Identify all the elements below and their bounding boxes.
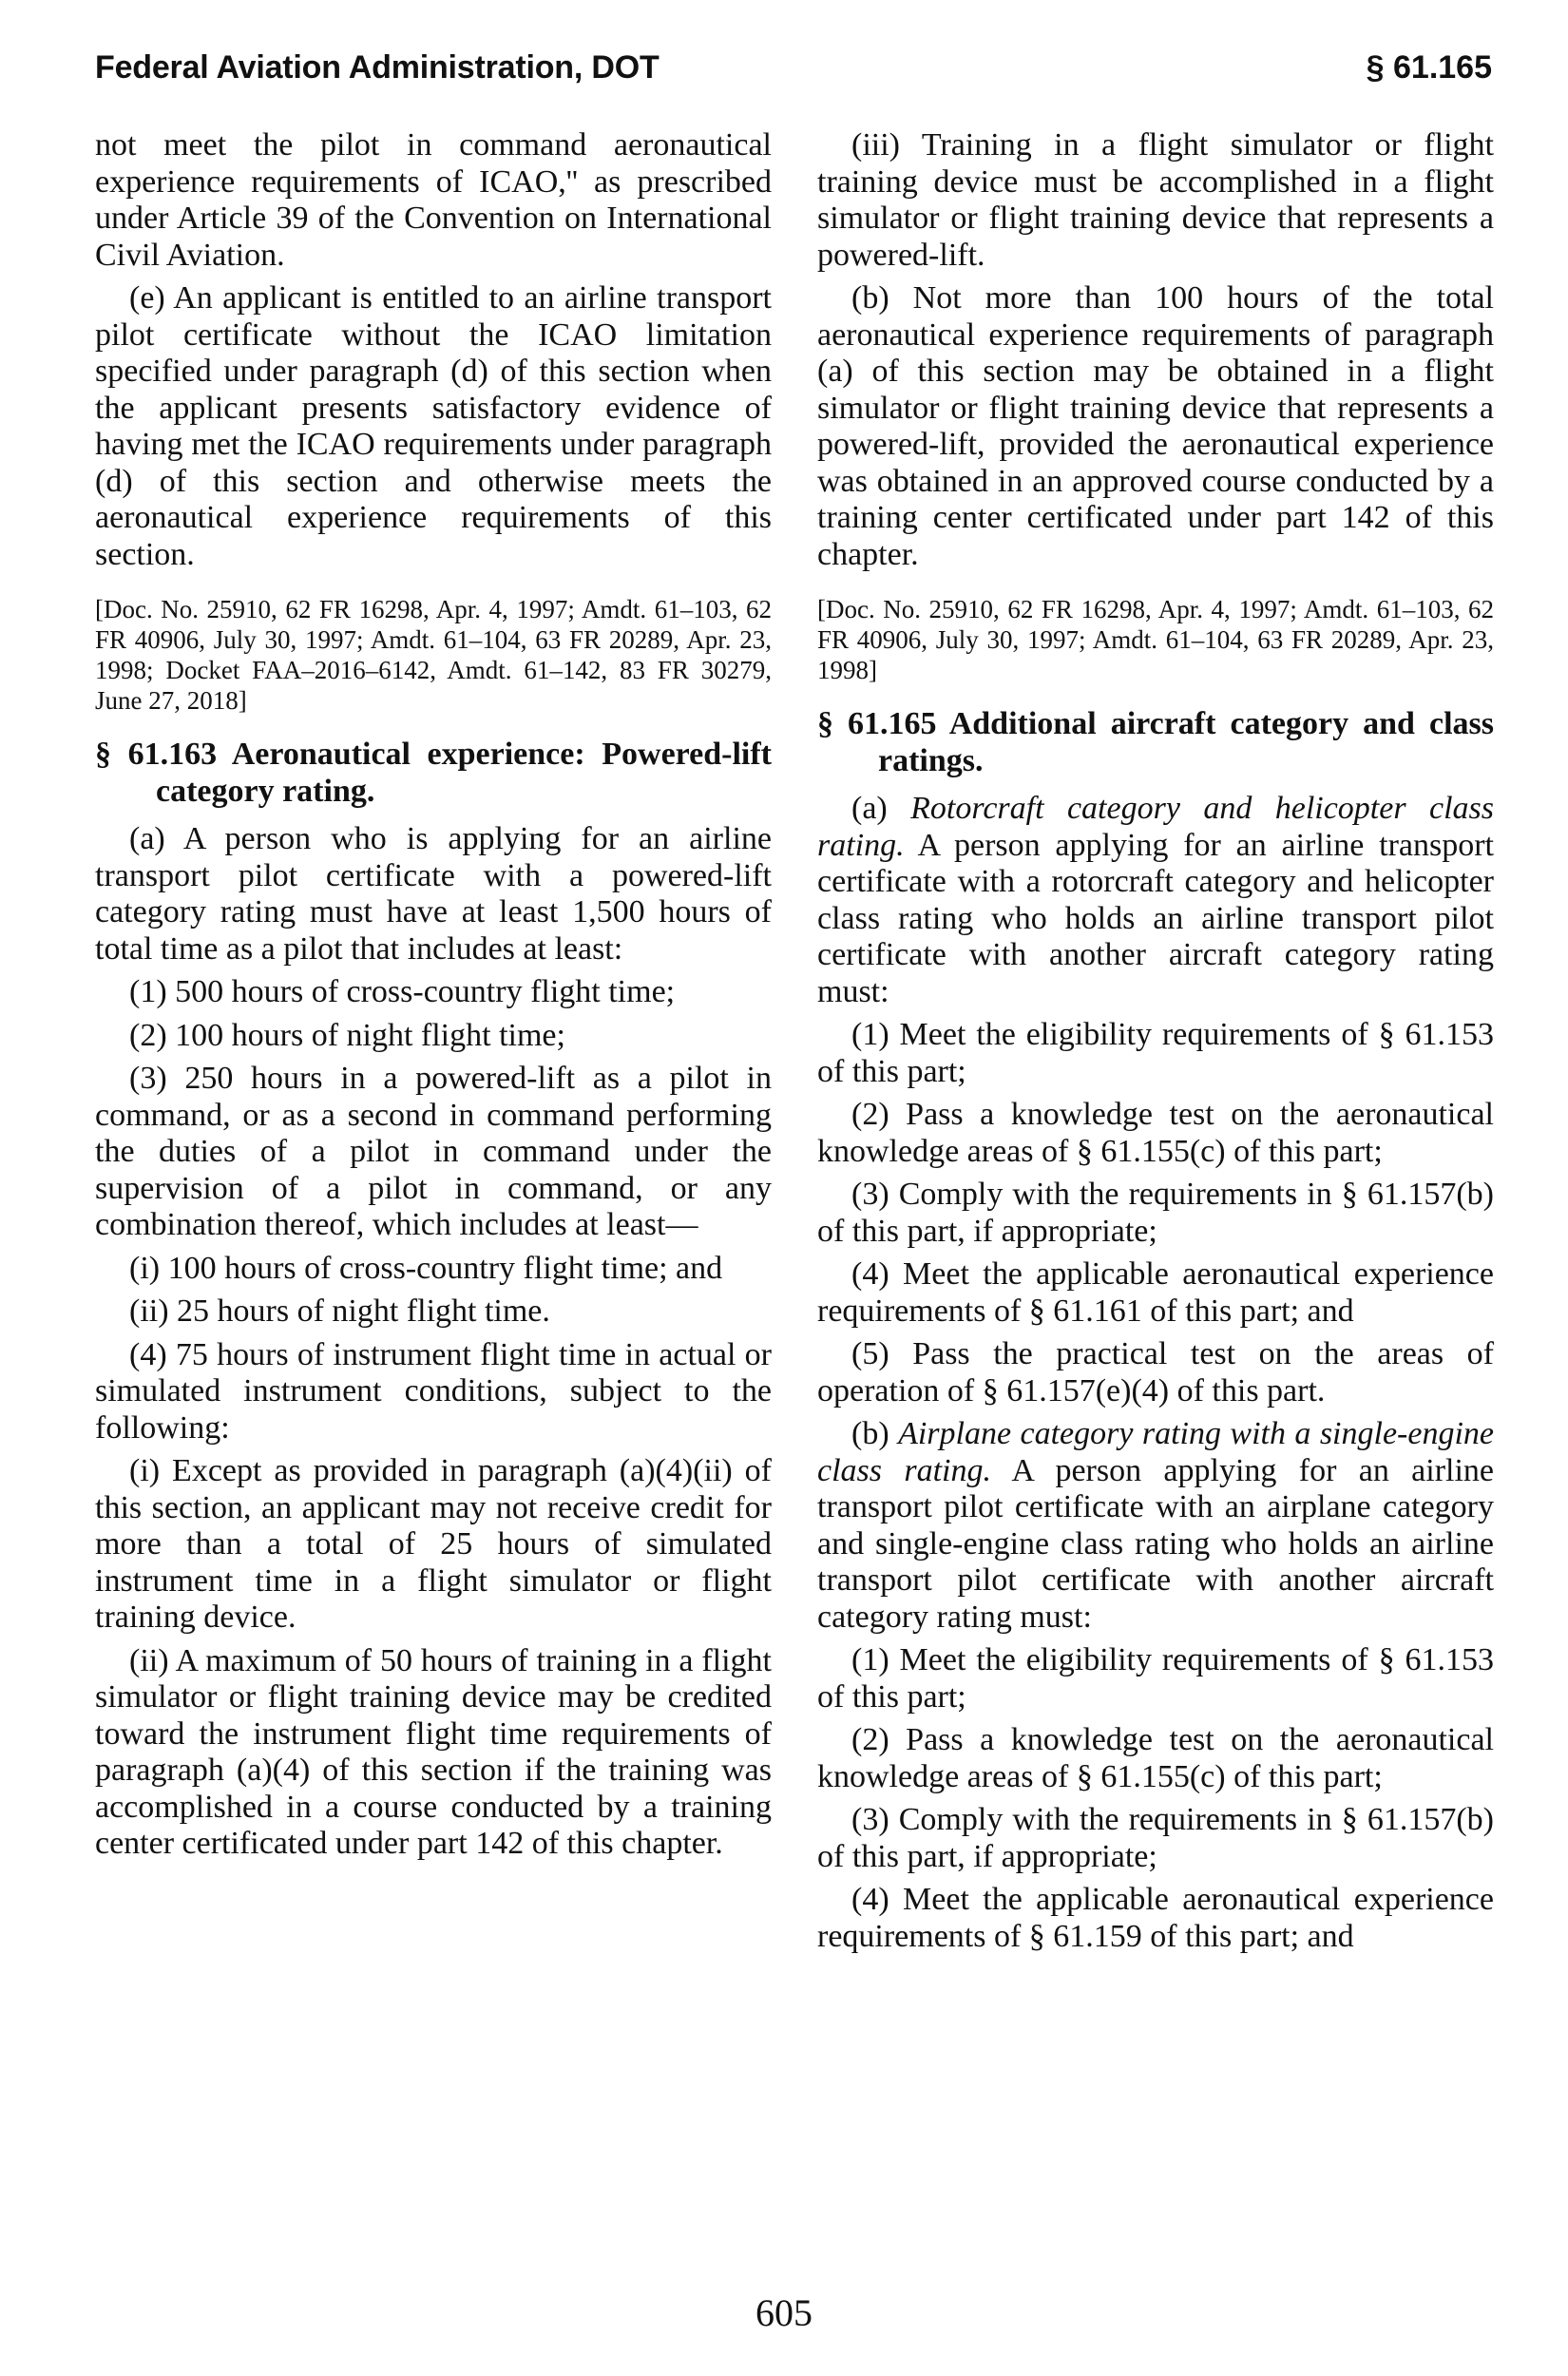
source-note: [Doc. No. 25910, 62 FR 16298, Apr. 4, 1997; Amdt. 61–103, 62 FR 40906, July 30, 1997; Amdt. 61–104, 63 FR 20289, Apr. 23, 1998] (817, 595, 1494, 684)
paragraph-b: (b) Not more than 100 hours of the total aeronautical experience requirements of paragraph (a) of this section may be obtained in a flight simulator or flight training device that represents a powered-lift, provided the aeronautical experience was obtained in an approved course conducted by a training center certificated under part 142 of this chapter. (817, 280, 1494, 572)
paragraph-165b2: (2) Pass a knowledge test on the aeronautical knowledge areas of § 61.155(c) of this part; (817, 1722, 1494, 1794)
paragraph-165a3: (3) Comply with the requirements in § 61.157(b) of this part, if appropriate; (817, 1177, 1494, 1249)
paragraph-a3: (3) 250 hours in a powered-lift as a pilot in command, or as a second in command performing the duties of a pilot in command under the supervision of a pilot in command, or any combination thereof, which includes at least— (95, 1061, 772, 1242)
section-header: § 61.165 (1366, 49, 1492, 86)
paragraph-a1: (1) 500 hours of cross-country flight time; (129, 974, 676, 1009)
paragraph-a2: (2) 100 hours of night flight time; (129, 1017, 565, 1053)
section-heading-61-165: § 61.165 Additional aircraft category and class ratings. (817, 706, 1494, 778)
paragraph-165b1: (1) Meet the eligibility requirements of § 61.153 of this part; (817, 1642, 1494, 1715)
paragraph-165b (817, 1416, 1494, 1636)
paragraph-a4iii: (iii) Training in a flight simulator or flight training device must be accomplished in a flight simulator or flight training device that represents a powered-lift. (817, 127, 1494, 273)
left-column (95, 127, 772, 1869)
paragraph-text: A person applying for an airline transport certificate with a rotorcraft category and helicopter class rating who holds an airline transport pilot certificate with another aircraft category rating must: (817, 827, 1494, 1009)
running-header (95, 49, 1492, 97)
paragraph-165b4: (4) Meet the applicable aeronautical experience requirements of § 61.159 of this part; and (817, 1882, 1494, 1954)
source-note: [Doc. No. 25910, 62 FR 16298, Apr. 4, 1997; Amdt. 61–103, 62 FR 40906, July 30, 1997; Amdt. 61–104, 63 FR 20289, Apr. 23, 1998; Docket FAA–2016–6142, Amdt. 61–142, 83 FR 30279, June 27, 2018] (95, 595, 772, 715)
paragraph-continuation: not meet the pilot in command aeronautical experience requirements of ICAO,'' as prescribed under Article 39 of the Convention on International Civil Aviation. (95, 127, 772, 273)
paragraph-165a4: (4) Meet the applicable aeronautical experience requirements of § 61.161 of this part; and (817, 1256, 1494, 1329)
paragraph-a3ii: (ii) 25 hours of night flight time. (129, 1293, 550, 1329)
section-heading-61-163: § 61.163 Aeronautical experience: Powered-lift category rating. (95, 737, 772, 809)
paragraph-a4ii: (ii) A maximum of 50 hours of training in a flight simulator or flight training device may be credited toward the instrument flight time requirements of paragraph (a)(4) of this section if the training was accomplished in a course conducted by a training center certificated under part 142 of this chapter. (95, 1642, 772, 1861)
paragraph-a4: (4) 75 hours of instrument flight time in actual or simulated instrument conditions, subject to the following: (95, 1336, 772, 1446)
paragraph-165a2: (2) Pass a knowledge test on the aeronautical knowledge areas of § 61.155(c) of this part; (817, 1097, 1494, 1169)
paragraph-title: Airplane category rating with a single-engine class rating. (817, 1416, 1494, 1488)
paragraph-a: (a) A person who is applying for an airline transport pilot certificate with a powered-lift category rating must have at least 1,500 hours of total time as a pilot that includes at least: (95, 821, 772, 967)
paragraph-label: (a) (851, 791, 911, 826)
paragraph-label: (b) (851, 1416, 899, 1451)
agency-header: Federal Aviation Administration, DOT (95, 49, 660, 86)
paragraph-165a (817, 791, 1494, 1010)
paragraph-165b3: (3) Comply with the requirements in § 61.157(b) of this part, if appropriate; (817, 1802, 1494, 1874)
paragraph-title: Rotorcraft category and helicopter class rating. (817, 791, 1494, 863)
right-column (817, 127, 1494, 1962)
paragraph-165a1: (1) Meet the eligibility requirements of § 61.153 of this part; (817, 1017, 1494, 1089)
paragraph-a4i: (i) Except as provided in paragraph (a)(4)(ii) of this section, an applicant may not receive credit for more than a total of 25 hours of simulated instrument time in a flight simulator or flight training device. (95, 1453, 772, 1635)
paragraph-text: A person applying for an airline transport pilot certificate with an airplane category and single-engine class rating who holds an airline transport pilot certificate with another aircraft category rating must: (817, 1452, 1494, 1635)
paragraph-165a5: (5) Pass the practical test on the areas of operation of § 61.157(e)(4) of this part. (817, 1336, 1494, 1408)
paragraph-e: (e) An applicant is entitled to an airline transport pilot certificate without the ICAO limitation specified under paragraph (d) of this section when the applicant presents satisfactory evidence of having met the ICAO requirements under paragraph (d) of this section and otherwise meets the aeronautical experience requirements of this section. (95, 280, 772, 572)
page-number: 605 (755, 2291, 813, 2334)
paragraph-a3i: (i) 100 hours of cross-country flight time; and (129, 1250, 723, 1286)
